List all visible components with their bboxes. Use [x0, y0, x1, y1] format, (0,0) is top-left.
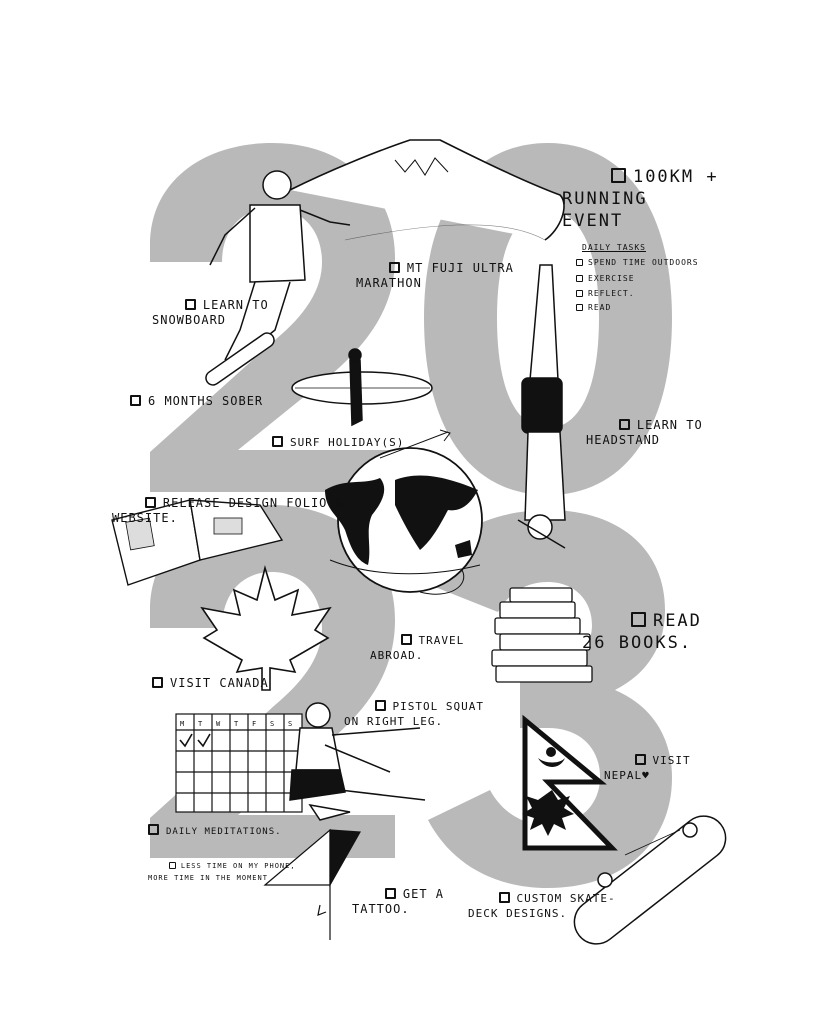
goal-tattoo[interactable] — [352, 872, 444, 932]
goal-snowboard[interactable] — [152, 283, 269, 343]
daily-task-label: EXERCISE — [588, 274, 635, 283]
goal-skate[interactable] — [468, 876, 616, 936]
daily-task-label: REFLECT. — [588, 289, 635, 298]
checkbox-tattoo[interactable] — [385, 888, 396, 899]
checkbox-canada[interactable] — [152, 677, 163, 688]
daily-task-label: READ — [588, 303, 612, 312]
heart-icon: ♥ — [642, 769, 650, 782]
daily-task-read[interactable] — [576, 302, 611, 313]
checkbox-skate[interactable] — [499, 892, 510, 903]
calendar-day-header: T — [234, 720, 239, 728]
checkbox-sober[interactable] — [130, 395, 141, 406]
daily-tasks-title: DAILY TASKS — [582, 243, 646, 252]
checkbox-nepal[interactable] — [635, 754, 646, 765]
checkbox-surf[interactable] — [272, 436, 283, 447]
goal-meditations[interactable] — [148, 824, 282, 838]
checkbox-travel[interactable] — [401, 634, 412, 645]
checkbox-meditations[interactable] — [148, 824, 159, 835]
goal-phone-label: LESS TIME ON MY PHONE, MORE TIME IN THE MOMENT — [148, 862, 296, 882]
goal-folio[interactable] — [112, 481, 344, 541]
goal-meditations-label: DAILY MEDITATIONS. — [166, 827, 282, 837]
goal-surf[interactable] — [272, 435, 404, 450]
goal-running-event-label: 100KM + RUNNING EVENT — [562, 167, 719, 231]
calendar-day-header: W — [216, 720, 221, 728]
goal-sober-label: 6 MONTHS SOBER — [148, 394, 264, 408]
checkbox-reflect[interactable] — [576, 290, 583, 297]
checkbox-headstand[interactable] — [619, 419, 630, 430]
goal-phone[interactable] — [148, 848, 296, 896]
goal-snowboard-label: LEARN TO SNOWBOARD — [152, 298, 269, 327]
checkbox-folio[interactable] — [145, 497, 156, 508]
calendar-day-header: S — [288, 720, 293, 728]
goal-nepal-label: VISIT NEPAL — [604, 754, 691, 782]
goal-canada-label: VISIT CANADA — [170, 676, 269, 690]
goal-nepal[interactable] — [604, 738, 691, 798]
goal-folio-label: RELEASE DESIGN FOLIO & WEBSITE. — [112, 496, 344, 525]
goal-skate-label: CUSTOM SKATE- DECK DESIGNS. — [468, 892, 616, 920]
book-stack-icon — [492, 588, 592, 682]
checkbox-snowboard[interactable] — [185, 299, 196, 310]
checkbox-outdoors[interactable] — [576, 259, 583, 266]
goal-pistol-label: PISTOL SQUAT ON RIGHT LEG. — [344, 700, 484, 728]
goal-canada[interactable] — [152, 676, 269, 691]
calendar-day-header: F — [252, 720, 257, 728]
calendar-day-header: T — [198, 720, 203, 728]
checkbox-fuji[interactable] — [389, 262, 400, 273]
goal-pistol[interactable] — [344, 684, 484, 744]
calendar-grid — [176, 714, 302, 812]
goal-headstand-label: LEARN TO HEADSTAND — [586, 418, 703, 447]
goal-travel[interactable] — [370, 618, 464, 678]
goal-headstand[interactable] — [586, 403, 703, 463]
goal-tattoo-label: GET A TATTOO. — [352, 887, 445, 916]
goal-travel-label: TRAVEL ABROAD. — [370, 634, 465, 662]
daily-task-reflect[interactable] — [576, 288, 635, 299]
goal-fuji[interactable] — [356, 246, 514, 306]
daily-task-outdoors[interactable] — [576, 257, 699, 268]
checkbox-read-books[interactable] — [631, 612, 646, 627]
goal-surf-label: SURF HOLIDAY(S) — [290, 436, 405, 449]
checkbox-pistol[interactable] — [375, 700, 386, 711]
daily-task-exercise[interactable] — [576, 273, 635, 284]
checkbox-read[interactable] — [576, 304, 583, 311]
goal-read[interactable] — [582, 588, 702, 676]
goal-sober[interactable] — [130, 394, 263, 409]
goal-running-event[interactable] — [562, 144, 719, 254]
checkbox-exercise[interactable] — [576, 275, 583, 282]
goal-fuji-label: MT FUJI ULTRA MARATHON — [356, 261, 514, 290]
calendar-day-header: S — [270, 720, 275, 728]
goal-read-label: READ 26 BOOKS. — [582, 611, 702, 653]
checkbox-phone[interactable] — [169, 862, 176, 869]
daily-task-label: SPEND TIME OUTDOORS — [588, 258, 699, 267]
calendar-day-header: M — [180, 720, 185, 728]
checkbox-running-event[interactable] — [611, 168, 626, 183]
headstand-figure-icon — [518, 265, 565, 548]
